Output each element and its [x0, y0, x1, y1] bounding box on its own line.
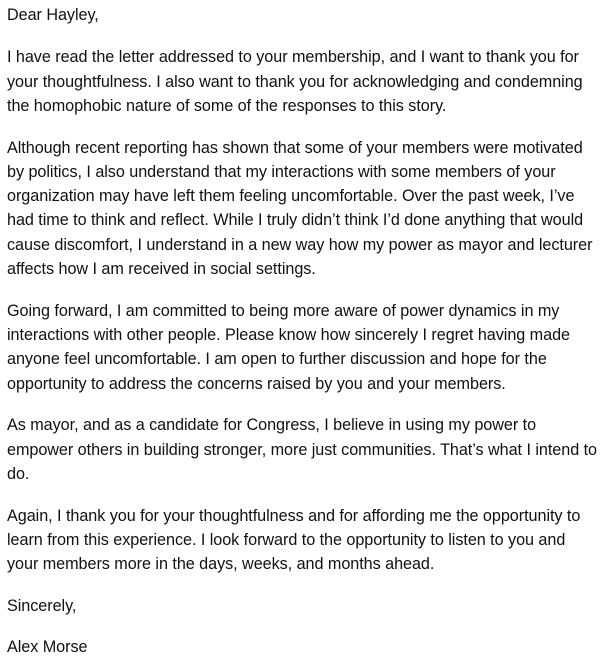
paragraph-thanks: I have read the letter addressed to your membership, and I want to thank you for your thoughtfulness. I also want to thank you for acknowledging and condemning the homophobic nature of some of the responses to this story. — [7, 48, 583, 115]
paragraph-commitment: Going forward, I am committed to being more aware of power dynamics in my interactions with other people. Please know how sincerely I regret having made anyone feel uncomfortable. I am open to further discussion and hope for the opportunity to address the concerns raised by you and your members. — [7, 301, 570, 393]
signature: Alex Morse — [7, 638, 88, 657]
paragraph-reflection: Although recent reporting has shown that some of your members were motivated by politics, I also understand that my interactions with some members of your organization may have left them feeling uncomfortable. Over the past week, I’ve had time to think and reflect. While I truly didn’t think I’d done anything that would cause discomfort, I understand in a new way how my power as mayor and lecturer affects how I am received in social settings. — [7, 138, 593, 279]
letter-body — [7, 3, 597, 659]
closing: Sincerely, — [7, 596, 77, 615]
paragraph-gratitude: Again, I thank you for your thoughtfulness and for affording me the opportunity to learn from this experience. I look forward to the opportunity to listen to you and your members more in the days, weeks, and months ahead. — [7, 506, 581, 574]
paragraph-empowerment: As mayor, and as a candidate for Congress, I believe in using my power to empower others in building stronger, more just communities. That’s what I intend to do. — [7, 416, 597, 483]
salutation: Dear Hayley, — [7, 6, 99, 24]
